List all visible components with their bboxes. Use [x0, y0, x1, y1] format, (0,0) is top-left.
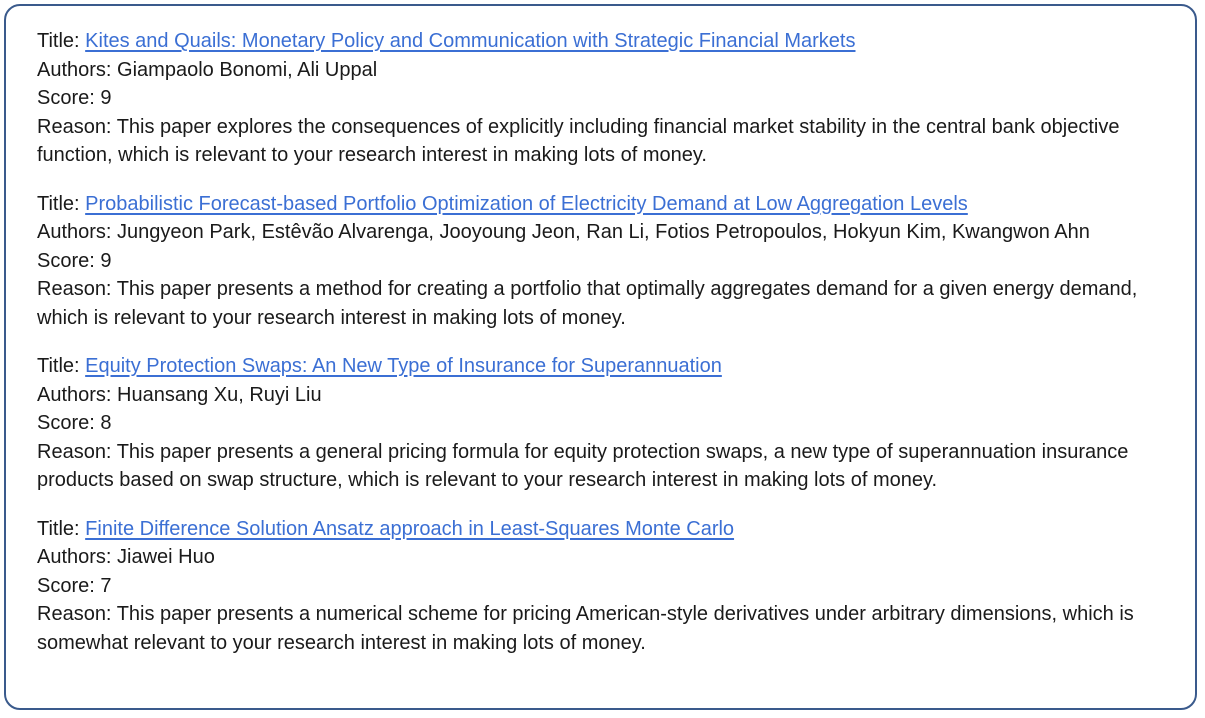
authors-line: [37, 381, 1195, 410]
score-label: Score:: [37, 87, 101, 109]
paper-score: 7: [100, 574, 112, 597]
paper-entry: [37, 352, 1195, 495]
paper-reason: This paper presents a method for creating a portfolio that optimally aggregates demand for a given energy demand, which is relevant to your research interest in making lots of money.: [37, 278, 1138, 329]
score-line: [37, 247, 1195, 276]
reason-label: Reason:: [37, 440, 117, 463]
score-line: [37, 409, 1195, 438]
title-line: [37, 352, 1195, 381]
paper-reason: This paper presents a general pricing formula for equity protection swaps, a new type of superannuation insurance products based on swap structure, which is relevant to your research interest in making lots of money.: [37, 440, 1129, 491]
score-label: Score:: [37, 574, 101, 597]
paper-authors: Giampaolo Bonomi, Ali Uppal: [117, 58, 378, 81]
title-line: [37, 27, 1195, 56]
paper-recommendations-panel: [4, 4, 1197, 710]
reason-line: [37, 438, 1177, 495]
score-label: Score:: [37, 412, 101, 434]
title-line: [37, 515, 1195, 544]
paper-title-link[interactable]: Probabilistic Forecast-based Portfolio Optimization of Electricity Demand at Low Aggregation Levels: [85, 192, 968, 215]
title-line: [37, 190, 1195, 219]
paper-authors: Jiawei Huo: [117, 546, 215, 568]
paper-title-link[interactable]: Kites and Quails: Monetary Policy and Communication with Strategic Financial Markets: [85, 30, 856, 52]
score-line: [37, 84, 1195, 113]
paper-title-link[interactable]: Finite Difference Solution Ansatz approach in Least-Squares Monte Carlo: [85, 517, 735, 540]
paper-authors: Huansang Xu, Ruyi Liu: [117, 383, 322, 406]
reason-label: Reason:: [37, 278, 117, 300]
authors-line: [37, 56, 1195, 85]
paper-entry: [37, 515, 1195, 658]
reason-label: Reason:: [37, 115, 117, 138]
authors-label: Authors:: [37, 221, 118, 243]
reason-line: [37, 113, 1177, 170]
authors-label: Authors:: [37, 383, 118, 406]
paper-reason: This paper presents a numerical scheme for pricing American-style derivatives under arbitrary dimensions, which is somewhat relevant to your research interest in making lots of money.: [37, 603, 1134, 654]
authors-label: Authors:: [37, 58, 118, 81]
title-label: Title:: [37, 30, 86, 52]
reason-line: [37, 600, 1177, 657]
title-label: Title:: [37, 355, 86, 377]
score-label: Score:: [37, 249, 101, 272]
title-label: Title:: [37, 517, 86, 540]
paper-entry: [37, 190, 1195, 333]
paper-entry: [37, 27, 1195, 170]
paper-reason: This paper explores the consequences of explicitly including financial market stability in the central bank objective function, which is relevant to your research interest in making lots of money.: [37, 115, 1120, 166]
authors-label: Authors:: [37, 546, 118, 568]
paper-score: 8: [100, 412, 112, 434]
authors-line: [37, 543, 1195, 572]
paper-authors: Jungyeon Park, Estêvão Alvarenga, Jooyoung Jeon, Ran Li, Fotios Petropoulos, Hokyun Kim, Kwangwon Ahn: [117, 221, 1090, 243]
title-label: Title:: [37, 192, 86, 215]
paper-score: 9: [100, 87, 112, 109]
paper-score: 9: [100, 249, 112, 272]
authors-line: [37, 218, 1195, 247]
score-line: [37, 572, 1195, 601]
reason-label: Reason:: [37, 603, 117, 625]
reason-line: [37, 275, 1177, 332]
paper-title-link[interactable]: Equity Protection Swaps: An New Type of Insurance for Superannuation: [85, 355, 722, 377]
